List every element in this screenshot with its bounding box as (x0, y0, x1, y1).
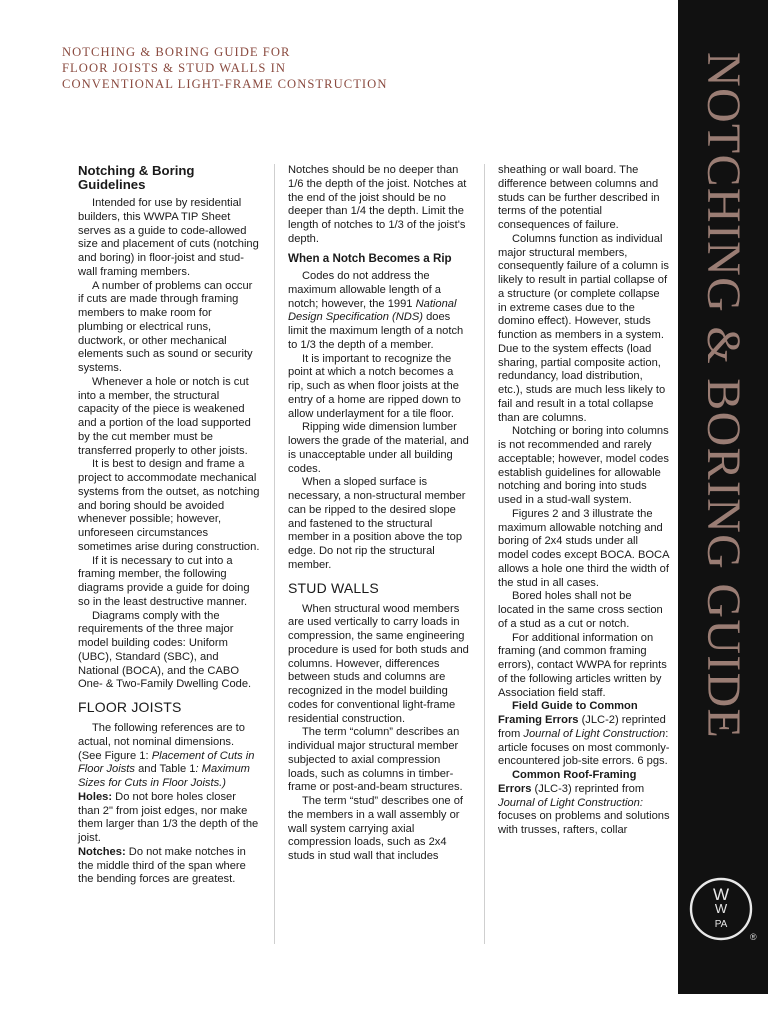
paragraph: If it is necessary to cut into a framing member, the following diagrams provide a guide for doing so in the least destructive manner. (78, 554, 250, 608)
column-1 (78, 164, 260, 887)
notches-text: Do not make notches in the middle third of the span where the bending forces are greatest. (78, 845, 246, 886)
section-heading-floor-joists: FLOOR JOISTS (78, 699, 182, 715)
paragraph: Ripping wide dimension lumber lowers the grade of the material, and is unacceptable under all building codes. (288, 421, 469, 475)
paragraph: The term “stud” describes one of the members in a wall assembly or wall system carrying axial compression loads, such as 2x4 studs in stud wall that includes (288, 795, 463, 862)
paragraph (288, 270, 470, 353)
paragraph: Notches should be no deeper than 1/6 the depth of the joist. Notches at the end of the joist should be no deeper than 1/4 the depth. Limit the length of notches to 1/3 of the joist's depth. (288, 164, 467, 245)
text-run: The following references are to actual, not nominal dimensions. (See Figure 1: (78, 722, 245, 762)
wwpa-logo-icon (688, 876, 754, 942)
paragraph: Notching or boring into columns is not recommended and rarely acceptable; however, model codes establish guidelines for allowable notching and boring into studs used in a stud-wall system. (498, 425, 669, 506)
paragraph: A number of problems can occur if cuts are made through framing members to make room for plumbing or electrical runs, ductwork, or other mechanical elements such as sound or security systems. (78, 279, 253, 374)
paragraph: The term “column” describes an individual major structural member subjected to axial compression loads, such as columns in timber-frame or post-and-beam structures. (288, 726, 463, 794)
paragraph: sheathing or wall board. The difference between columns and studs can be further described in terms of the potential consequences of failure. (498, 164, 660, 231)
column-divider (484, 164, 485, 944)
text-run: (JLC-2) reprinted from (498, 714, 666, 740)
paragraph: When structural wood members are used vertically to carry loads in compression, the same engineering procedure is used for both studs and columns. However, differences between studs and columns are recognized in the model building codes for conventional light-frame residential construction. (288, 602, 469, 725)
paragraph: Diagrams comply with the requirements of the three major model building codes: Uniform (UBC), Standard (SBC), and National (BOCA), and the CABO One- & Two-Family Dwelling Code. (78, 609, 252, 691)
notches-label: Notches: (78, 845, 126, 858)
paragraph: Figures 2 and 3 illustrate the maximum allowable notching and boring of 2x4 studs under all model codes except BOCA. BOCA allows a hole one third the width of the stud in all cases. (498, 507, 669, 589)
column-2 (288, 164, 470, 864)
holes-text: Do not bore holes closer than 2" from joist edges, nor make them larger than 1/3 the depth of the joist. (78, 790, 259, 844)
paragraph: When a sloped surface is necessary, a non-structural member can be ripped to the desired slope and fastened to the structural member in a position above the top edge. Do not rip the structural member. (288, 476, 466, 571)
reference-title: Common Roof-Framing Errors (498, 769, 637, 795)
paragraph: Bored holes shall not be located in the same cross section of a stud as a cut or notch. (498, 590, 663, 630)
text-run: does limit the maximum length of a notch to 1/3 the depth of a member. (288, 311, 464, 351)
paragraph: It is important to recognize the point at which a notch becomes a rip, such as when floor joists at the entry of a home are ripped down to allow underlayment for a tile floor. (288, 352, 461, 420)
registered-mark: ® (750, 932, 757, 942)
publication-name: Journal of Light Construction: (498, 796, 643, 809)
logo-letter: W (714, 901, 728, 916)
text-run: focuses on problems and solutions with trusses, rafters, collar (498, 810, 670, 836)
logo-letter: PA (714, 919, 728, 930)
text-run: and Table 1 (134, 763, 196, 776)
publication-name: Journal of Light Construction (523, 727, 666, 740)
reference-jlc-2 (498, 700, 670, 769)
nds-reference: National Design Specification (NDS) (288, 297, 457, 324)
column-divider (274, 164, 275, 944)
paragraph: It is best to design and frame a project to accommodate mechanical systems from the outset, as notching and boring should be avoided whenever possible; however, unforeseen circumstances sometimes arise during construction. (78, 458, 260, 553)
header-line-1: NOTCHING & BORING GUIDE FOR (62, 45, 291, 59)
section-heading-stud-walls: STUD WALLS (288, 579, 379, 596)
vertical-title: NOTCHING & BORING GUIDE (697, 52, 750, 740)
notches-rule (78, 846, 260, 887)
section-heading-guidelines: Notching & Boring Guidelines (78, 163, 195, 192)
header-line-2: FLOOR JOISTS & STUD WALLS IN (62, 61, 287, 75)
column-3 (498, 164, 670, 838)
text-run: : article focuses on most commonly-encountered job-site errors. 6 pgs. (498, 727, 670, 768)
table-reference: : Maximum Sizes for Cuts in Floor Joists.) (78, 763, 250, 789)
header-line-3: CONVENTIONAL LIGHT-FRAME CONSTRUCTION (62, 77, 388, 91)
text-run: (JLC-3) reprinted from (531, 782, 645, 795)
text-run: Codes do not address the maximum allowable length of a notch; however, the 1991 (288, 270, 441, 310)
paragraph: Columns function as individual major structural members, consequently failure of a column is likely to result in partial collapse of a structure (or complete collapse in extreme cases due to the domino effect). However, studs function as members in a system. Due to the system effects (load sharing, partial composite action, redundancy, load distribution, etc.), studs are much less likely to fail and result in a total collapse than are columns. (498, 232, 669, 424)
holes-rule (78, 791, 260, 846)
reference-title: Field Guide to Common Framing Errors (498, 700, 638, 726)
document-header (62, 44, 622, 92)
paragraph: Whenever a hole or notch is cut into a member, the structural capacity of the piece is weakened and a portion of the load supported by the cut member must be transferred properly to other joists. (78, 375, 251, 457)
reference-jlc-3 (498, 769, 670, 838)
holes-label: Holes: (78, 790, 113, 803)
paragraph: For additional information on framing (and common framing errors), contact WWPA for reprints of the following articles written by Association field staff. (498, 631, 667, 699)
logo-letter: W (712, 885, 730, 904)
paragraph: Intended for use by residential builders, this WWPA TIP Sheet serves as a guide to code-allowed size and placement of cuts (notching and boring) in floor-joist and stud-wall framing members. (78, 197, 259, 278)
paragraph (78, 722, 260, 791)
subheading-notch-rip: When a Notch Becomes a Rip (288, 251, 452, 265)
figure-reference: Placement of Cuts in Floor Joists (78, 749, 255, 776)
